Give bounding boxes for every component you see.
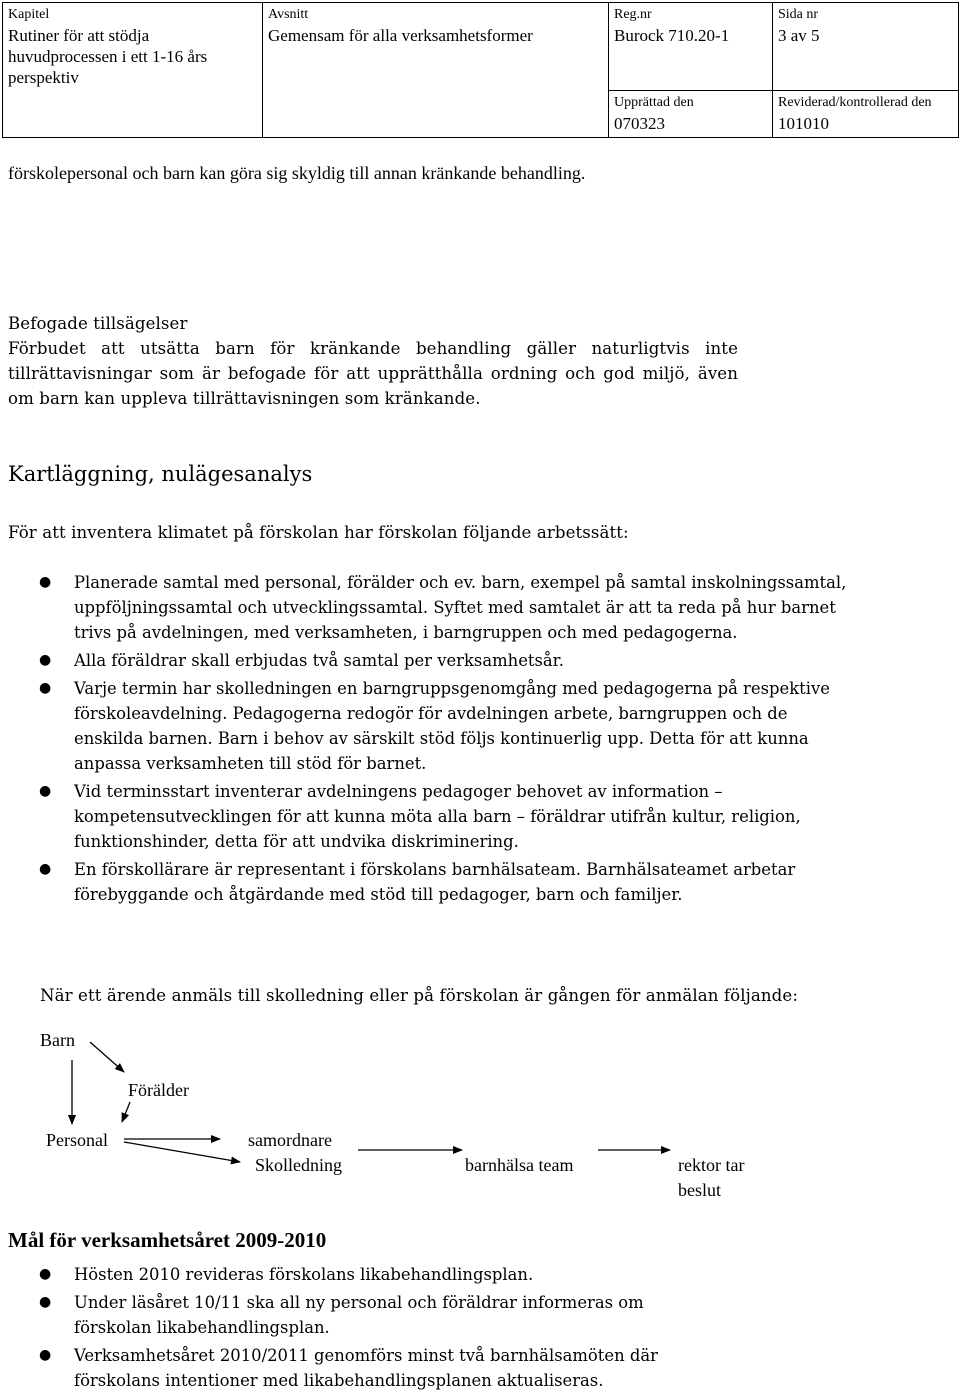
arrow-foralder-to-personal [122,1102,130,1122]
reviderad-value: 101010 [778,114,829,133]
list-item-text: En förskollärare är representant i förskolans barnhälsateam. Barnhälsateamet arbetar förebyggande och åtgärdande med stöd till pedagoger, barn och familjer. [74,860,796,904]
list-item [0,676,860,776]
arende-paragraph: När ett ärende anmäls till skolledning eller på förskolan är gången för anmälan följande: [40,986,799,1005]
list-item-text: Verksamhetsåret 2010/2011 genomförs minst två barnhälsamöten där förskolans intentioner med likabehandlingsplanen aktualiseras. [74,1346,658,1390]
bullet-icon: ● [39,652,52,668]
upprattad-label: Upprättad den [614,95,694,110]
bullet-icon: ● [39,861,52,877]
sida-value: 3 av 5 [778,26,820,45]
list-item-text: Alla föräldrar skall erbjudas två samtal per verksamhetsår. [74,651,564,670]
header-avsnitt-cell [263,3,609,138]
intro-paragraph: förskolepersonal och barn kan göra sig skyldig till annan kränkande behandling. [8,163,586,183]
list-item-text: Varje termin har skolledningen en barngruppsgenomgång med pedagogerna på respektive förskoleavdelning. Pedagogerna redogör för avdelningen arbete, barngruppen och de enskilda barnen. Barn i behov av särskilt stöd följs kontinuerlig upp. Detta för att kunna anpassa verksamheten till stöd för barnet. [74,679,830,773]
avsnitt-value: Gemensam för alla verksamhetsformer [268,26,533,45]
flow-node-rektor: rektor tar [678,1155,745,1175]
kartlaggning-list [0,570,860,907]
header-regnr-cell [609,3,773,91]
kapitel-value: Rutiner för att stödja huvudprocessen i ett 1-16 års perspektiv [8,26,208,87]
bullet-icon: ● [39,1266,52,1282]
bullet-icon: ● [39,680,52,696]
list-item-text: Under läsåret 10/11 ska all ny personal och föräldrar informeras om förskolan likabehandlingsplan. [74,1293,644,1337]
list-item [0,570,860,645]
flow-arrows [0,1020,960,1180]
header-reviderad-cell [773,91,959,138]
flow-node-samordnare: samordnare [248,1130,332,1150]
upprattad-value: 070323 [614,114,665,133]
kapitel-label: Kapitel [8,7,50,22]
befogade-body: Förbudet att utsätta barn för kränkande behandling gäller naturligtvis inte tillrättavisningar som är befogade för att upprätthålla ordning och god miljö, även om barn kan uppleva tillrättavisningen som kränkande. [8,339,738,408]
avsnitt-label: Avsnitt [268,7,309,22]
header-sida-cell [773,3,959,91]
flow-node-barn: Barn [40,1030,75,1050]
goals-list [0,1262,860,1393]
header-kapitel-cell [3,3,263,138]
bullet-icon: ● [39,1347,52,1363]
flow-node-barnhalsa: barnhälsa team [465,1155,574,1175]
regnr-label: Reg.nr [614,7,652,22]
list-item [0,857,860,907]
regnr-value: Burock 710.20-1 [614,26,730,45]
goals-heading: Mål för verksamhetsåret 2009-2010 [8,1228,327,1252]
list-item [0,779,860,854]
list-item-text: Planerade samtal med personal, förälder och ev. barn, exempel på samtal inskolningssamtal, uppföljningssamtal och utvecklingssamtal. Syftet med samtalet är att ta reda på hur barnet trivs på avdelningen, med verksamheten, i barngruppen och med pedagogerna. [74,573,847,642]
list-item-text: Hösten 2010 revideras förskolans likabehandlingsplan. [74,1265,534,1284]
document-header-table [2,2,959,138]
befogade-title: Befogade tillsägelser [8,314,188,333]
list-item [0,1262,860,1287]
bullet-icon: ● [39,1294,52,1310]
list-item [0,1290,694,1340]
kartlaggning-intro: För att inventera klimatet på förskolan har förskolan följande arbetssätt: [8,523,629,542]
flow-node-personal: Personal [46,1130,108,1150]
list-item [0,1343,734,1393]
arrow-barn-to-foralder [90,1042,124,1072]
bullet-icon: ● [39,783,52,799]
reviderad-label: Reviderad/kontrollerad den [778,95,932,110]
bullet-icon: ● [39,574,52,590]
flow-node-foralder: Förälder [128,1080,189,1100]
flow-node-skolledning: Skolledning [255,1155,343,1175]
flow-node-beslut: beslut [678,1180,721,1200]
kartlaggning-heading: Kartläggning, nulägesanalys [8,462,313,486]
list-item-text: Vid terminsstart inventerar avdelningens pedagoger behovet av information – kompetensutvecklingen för att kunna möta alla barn – föräldrar utifrån kultur, religion, funktionshinder, detta för att undvika diskriminering. [74,782,801,851]
sida-label: Sida nr [778,7,819,22]
list-item [0,648,860,673]
header-upprattad-cell [609,91,773,138]
arrow-personal-to-skolledning [124,1142,240,1162]
